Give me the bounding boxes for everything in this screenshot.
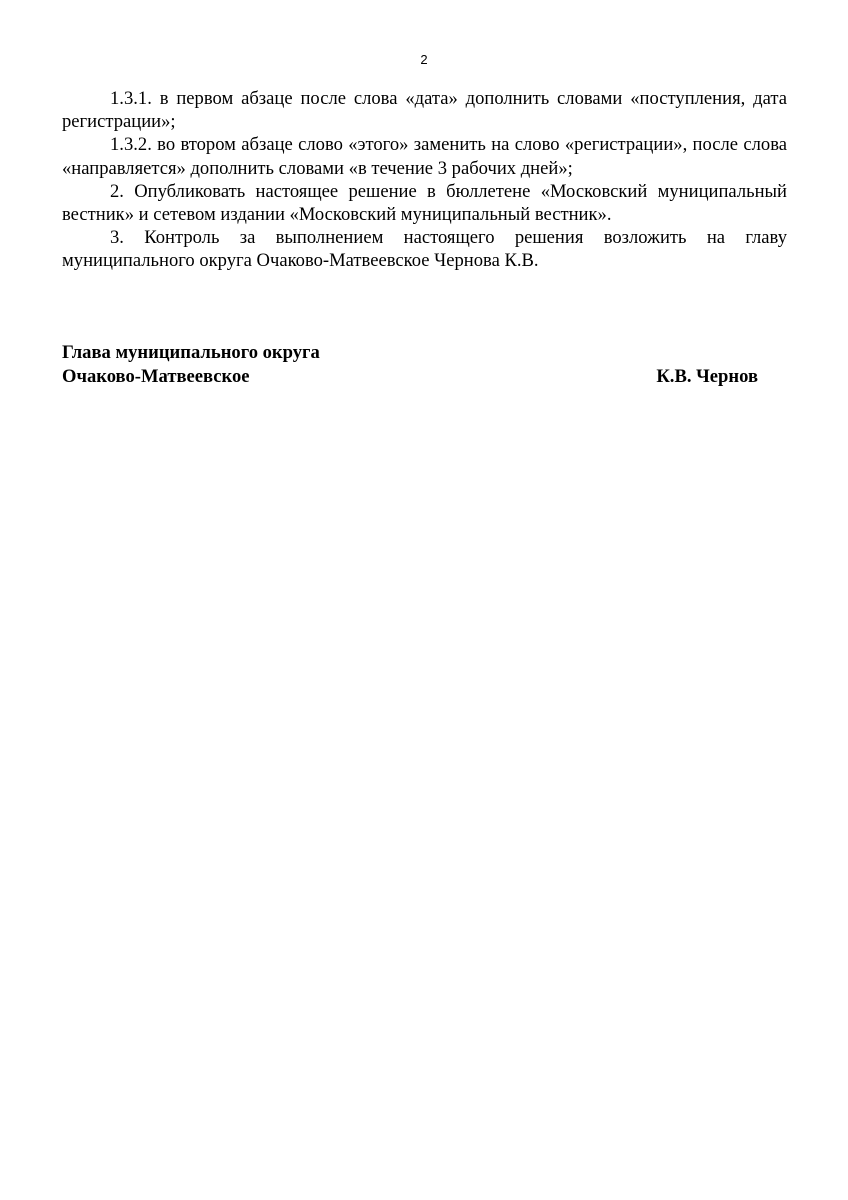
signature-position-line1: Глава муниципального округа xyxy=(62,342,320,363)
paragraph-1-3-1: 1.3.1. в первом абзаце после слова «дата» дополнить словами «поступления, дата регистрации»; xyxy=(62,88,787,133)
signature-position-line2: Очаково-Матвеевское xyxy=(62,365,250,387)
signature-title-row-2 xyxy=(62,365,758,389)
paragraph-3: 3. Контроль за выполнением настоящего решения возложить на главу муниципального округа Очаково-Матвеевское Чернова К.В. xyxy=(62,227,787,272)
signature-title-row-1 xyxy=(62,341,758,365)
document-body xyxy=(62,87,787,273)
page-number: 2 xyxy=(420,52,428,67)
paragraph-2: 2. Опубликовать настоящее решение в бюллетене «Московский муниципальный вестник» и сетевом издании «Московский муниципальный вестник». xyxy=(62,180,787,226)
signatory-name: К.В. Чернов xyxy=(656,365,758,387)
paragraph-1-3-2: 1.3.2. во втором абзаце слово «этого» заменить на слово «регистрации», после слова «направляется» дополнить словами «в течение 3 рабочих дней»; xyxy=(62,134,787,179)
signature-block xyxy=(62,341,758,388)
